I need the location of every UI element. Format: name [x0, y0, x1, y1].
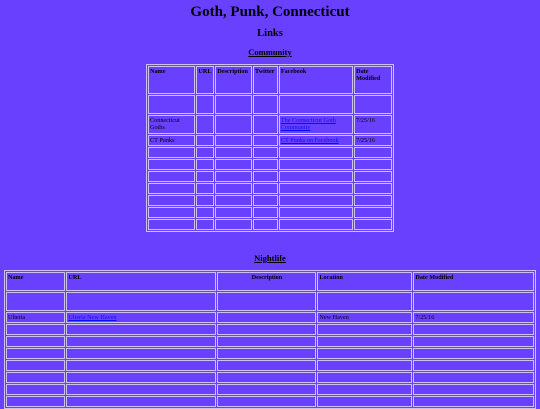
cell-location [317, 336, 412, 347]
cell-description [215, 147, 252, 158]
cell-twitter [253, 135, 278, 146]
table-row [148, 207, 392, 218]
cell-description [217, 348, 316, 359]
table-row [148, 115, 392, 134]
cell-url [66, 324, 216, 335]
nightlife-heading: Nightlife [254, 253, 286, 263]
cell-name: CT Punks [148, 135, 195, 146]
url-link-ulteria[interactable]: Ulteria New Haven [68, 314, 117, 321]
cell-url [66, 396, 216, 407]
cell-description [217, 372, 316, 383]
cell-name [6, 372, 65, 383]
cell-location [317, 324, 412, 335]
nightlife-table [4, 270, 536, 409]
table-row [6, 360, 534, 371]
cell-location: New Haven [317, 312, 412, 323]
cell-facebook [279, 207, 353, 218]
cell-name [6, 324, 65, 335]
cell-date: 7/25/16 [413, 312, 534, 323]
cell-description [217, 336, 316, 347]
col-header-description: Description [217, 272, 316, 291]
table-row [148, 219, 392, 230]
cell-twitter [253, 159, 278, 170]
cell-date [354, 147, 392, 158]
col-header-date-modified: Date Modified [354, 66, 392, 94]
cell-description [217, 292, 316, 311]
cell-date [354, 95, 392, 114]
table-row [6, 396, 534, 407]
table-row [6, 348, 534, 359]
cell-url [196, 183, 214, 194]
cell-facebook [279, 147, 353, 158]
cell-date: 7/25/16 [354, 115, 392, 134]
cell-description [215, 115, 252, 134]
table-row [6, 372, 534, 383]
col-header-description: Description [215, 66, 252, 94]
cell-location [317, 292, 412, 311]
col-header-twitter: Twitter [253, 66, 278, 94]
cell-url [196, 195, 214, 206]
cell-date [413, 360, 534, 371]
cell-url [66, 360, 216, 371]
col-header-location: Location [317, 272, 412, 291]
cell-facebook [279, 195, 353, 206]
table-row [148, 95, 392, 114]
cell-url [196, 219, 214, 230]
cell-description [215, 159, 252, 170]
cell-url [196, 115, 214, 134]
cell-description [215, 135, 252, 146]
cell-twitter [253, 195, 278, 206]
cell-name [6, 336, 65, 347]
cell-url [66, 372, 216, 383]
cell-description [215, 195, 252, 206]
cell-url [66, 312, 216, 323]
table-row [148, 147, 392, 158]
community-table [146, 64, 394, 232]
cell-url [196, 147, 214, 158]
cell-description [215, 207, 252, 218]
cell-description [217, 360, 316, 371]
cell-twitter [253, 115, 278, 134]
cell-name: Ulteria [6, 312, 65, 323]
community-heading: Community [248, 47, 292, 57]
cell-url [196, 135, 214, 146]
cell-date [413, 336, 534, 347]
cell-facebook [279, 115, 353, 134]
table-row [148, 135, 392, 146]
table-row [148, 171, 392, 182]
col-header-date-modified: Date Modified [413, 272, 534, 291]
cell-location [317, 348, 412, 359]
cell-date [354, 219, 392, 230]
cell-name [148, 195, 195, 206]
col-header-facebook: Facebook [279, 66, 353, 94]
cell-name [6, 396, 65, 407]
cell-description [217, 384, 316, 395]
cell-description [217, 324, 316, 335]
cell-name [6, 348, 65, 359]
col-header-name: Name [6, 272, 65, 291]
col-header-name: Name [148, 66, 195, 94]
cell-twitter [253, 219, 278, 230]
cell-description [215, 219, 252, 230]
cell-name [148, 183, 195, 194]
cell-date: 7/25/16 [354, 135, 392, 146]
cell-description [215, 183, 252, 194]
cell-location [317, 384, 412, 395]
cell-location [317, 372, 412, 383]
cell-location [317, 360, 412, 371]
cell-name [148, 171, 195, 182]
cell-name [148, 207, 195, 218]
cell-date [354, 195, 392, 206]
table-row [148, 159, 392, 170]
col-header-url: URL [196, 66, 214, 94]
cell-name [6, 292, 65, 311]
table-row [6, 336, 534, 347]
col-header-url: URL [66, 272, 216, 291]
cell-url [66, 384, 216, 395]
cell-date [413, 384, 534, 395]
cell-description [215, 171, 252, 182]
cell-date [354, 159, 392, 170]
cell-date [413, 372, 534, 383]
table-row [148, 183, 392, 194]
links-heading: Links [257, 28, 283, 39]
cell-url [196, 159, 214, 170]
cell-name [148, 95, 195, 114]
cell-name [6, 384, 65, 395]
table-row [6, 312, 534, 323]
cell-date [413, 324, 534, 335]
cell-name: Connecticut Goths [148, 115, 195, 134]
cell-facebook [279, 183, 353, 194]
cell-url [196, 207, 214, 218]
cell-date [413, 292, 534, 311]
cell-name [148, 159, 195, 170]
cell-twitter [253, 207, 278, 218]
cell-twitter [253, 147, 278, 158]
cell-facebook [279, 171, 353, 182]
cell-url [66, 348, 216, 359]
cell-name [6, 360, 65, 371]
page-title: Goth, Punk, Connecticut [190, 4, 350, 20]
cell-location [317, 396, 412, 407]
facebook-link-ct-punks[interactable]: CT Punks on Facebook [280, 136, 339, 144]
cell-name [148, 219, 195, 230]
facebook-link-connecticut-goths[interactable]: The Connecticut Goth Community [280, 117, 336, 132]
cell-twitter [253, 171, 278, 182]
nightlife-header-row [6, 272, 534, 291]
cell-name [148, 147, 195, 158]
cell-date [354, 183, 392, 194]
cell-description [217, 312, 316, 323]
cell-date [413, 396, 534, 407]
cell-facebook [279, 95, 353, 114]
cell-twitter [253, 95, 278, 114]
cell-url [66, 336, 216, 347]
cell-facebook [279, 219, 353, 230]
cell-facebook [279, 159, 353, 170]
community-header-row [148, 66, 392, 94]
cell-twitter [253, 183, 278, 194]
cell-facebook [279, 135, 353, 146]
cell-url [196, 171, 214, 182]
table-row [6, 384, 534, 395]
cell-date [354, 207, 392, 218]
cell-url [66, 292, 216, 311]
table-row [148, 195, 392, 206]
cell-date [413, 348, 534, 359]
cell-url [196, 95, 214, 114]
cell-date [354, 171, 392, 182]
cell-description [215, 95, 252, 114]
cell-description [217, 396, 316, 407]
table-row [6, 324, 534, 335]
table-row [6, 292, 534, 311]
